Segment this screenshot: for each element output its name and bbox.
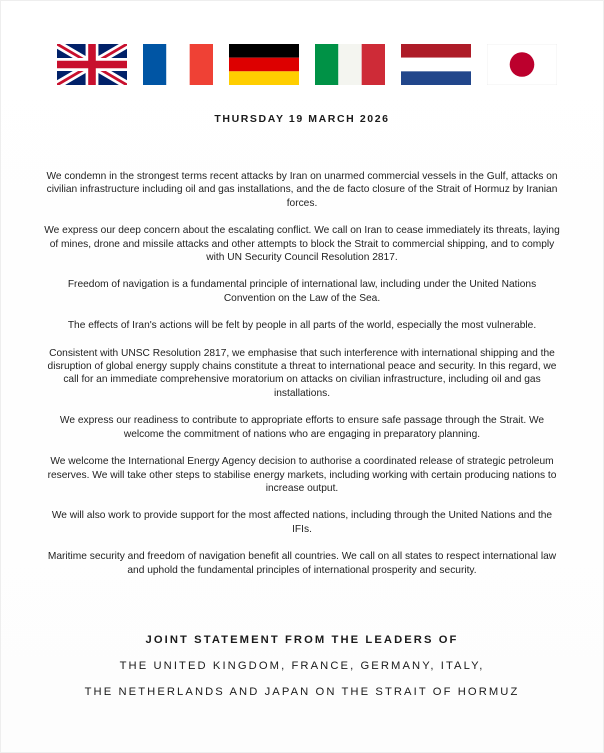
paragraph: We will also work to provide support for the most affected nations, including through the United Nations and the IFIs. bbox=[51, 510, 553, 535]
footer-subject: THE NETHERLANDS AND JAPAN ON THE STRAIT OF HORMUZ bbox=[84, 686, 520, 698]
footer-countries: THE UNITED KINGDOM, FRANCE, GERMANY, ITALY, bbox=[119, 660, 485, 672]
japan-flag-icon bbox=[487, 44, 557, 85]
france-flag-icon bbox=[143, 44, 213, 85]
paragraph: We express our deep concern about the escalating conflict. We call on Iran to cease immediately its threats, laying of mines, drone and missile attacks and other attempts to block the Strait to commercial shipping, and to comply with UN Security Council Resolution 2817. bbox=[44, 225, 560, 264]
paragraph: We express our readiness to contribute to appropriate efforts to ensure safe passage through the Strait. We welcome the commitment of nations who are engaging in preparatory planning. bbox=[59, 415, 545, 440]
netherlands-flag-icon bbox=[401, 44, 471, 85]
statement-footer bbox=[0, 632, 604, 700]
uk-flag-icon bbox=[57, 44, 127, 85]
statement-body bbox=[42, 170, 562, 591]
paragraph: Consistent with UNSC Resolution 2817, we emphasise that such interference with international shipping and the disruption of global energy supply chains constitute a threat to international peace and security. In this regard, we call for an immediate comprehensive moratorium on attacks on civilian infrastructure, including oil and gas installations. bbox=[47, 347, 557, 399]
statement-date: THURSDAY 19 MARCH 2026 bbox=[214, 113, 390, 125]
flag-row bbox=[57, 44, 549, 86]
paragraph: The effects of Iran's actions will be felt by people in all parts of the world, especially the most vulnerable. bbox=[67, 320, 537, 332]
italy-flag-icon bbox=[315, 44, 385, 85]
germany-flag-icon bbox=[229, 44, 299, 85]
paragraph: We welcome the International Energy Agency decision to authorise a coordinated release of strategic petroleum reserves. We will take other steps to stabilise energy markets, including working with certain producing nations to increase output. bbox=[47, 456, 557, 494]
paragraph: We condemn in the strongest terms recent attacks by Iran on unarmed commercial vessels in the Gulf, attacks on civilian infrastructure including oil and gas installations, and the de facto closure of the Strait of Hormuz by Iranian forces. bbox=[46, 171, 558, 209]
paragraph: Maritime security and freedom of navigation benefit all countries. We call on all states to respect international law and uphold the fundamental principles of international prosperity and security. bbox=[47, 551, 557, 576]
paragraph: Freedom of navigation is a fundamental principle of international law, including under the United Nations Convention on the Law of the Sea. bbox=[67, 279, 537, 304]
footer-heading: JOINT STATEMENT FROM THE LEADERS OF bbox=[145, 634, 459, 646]
